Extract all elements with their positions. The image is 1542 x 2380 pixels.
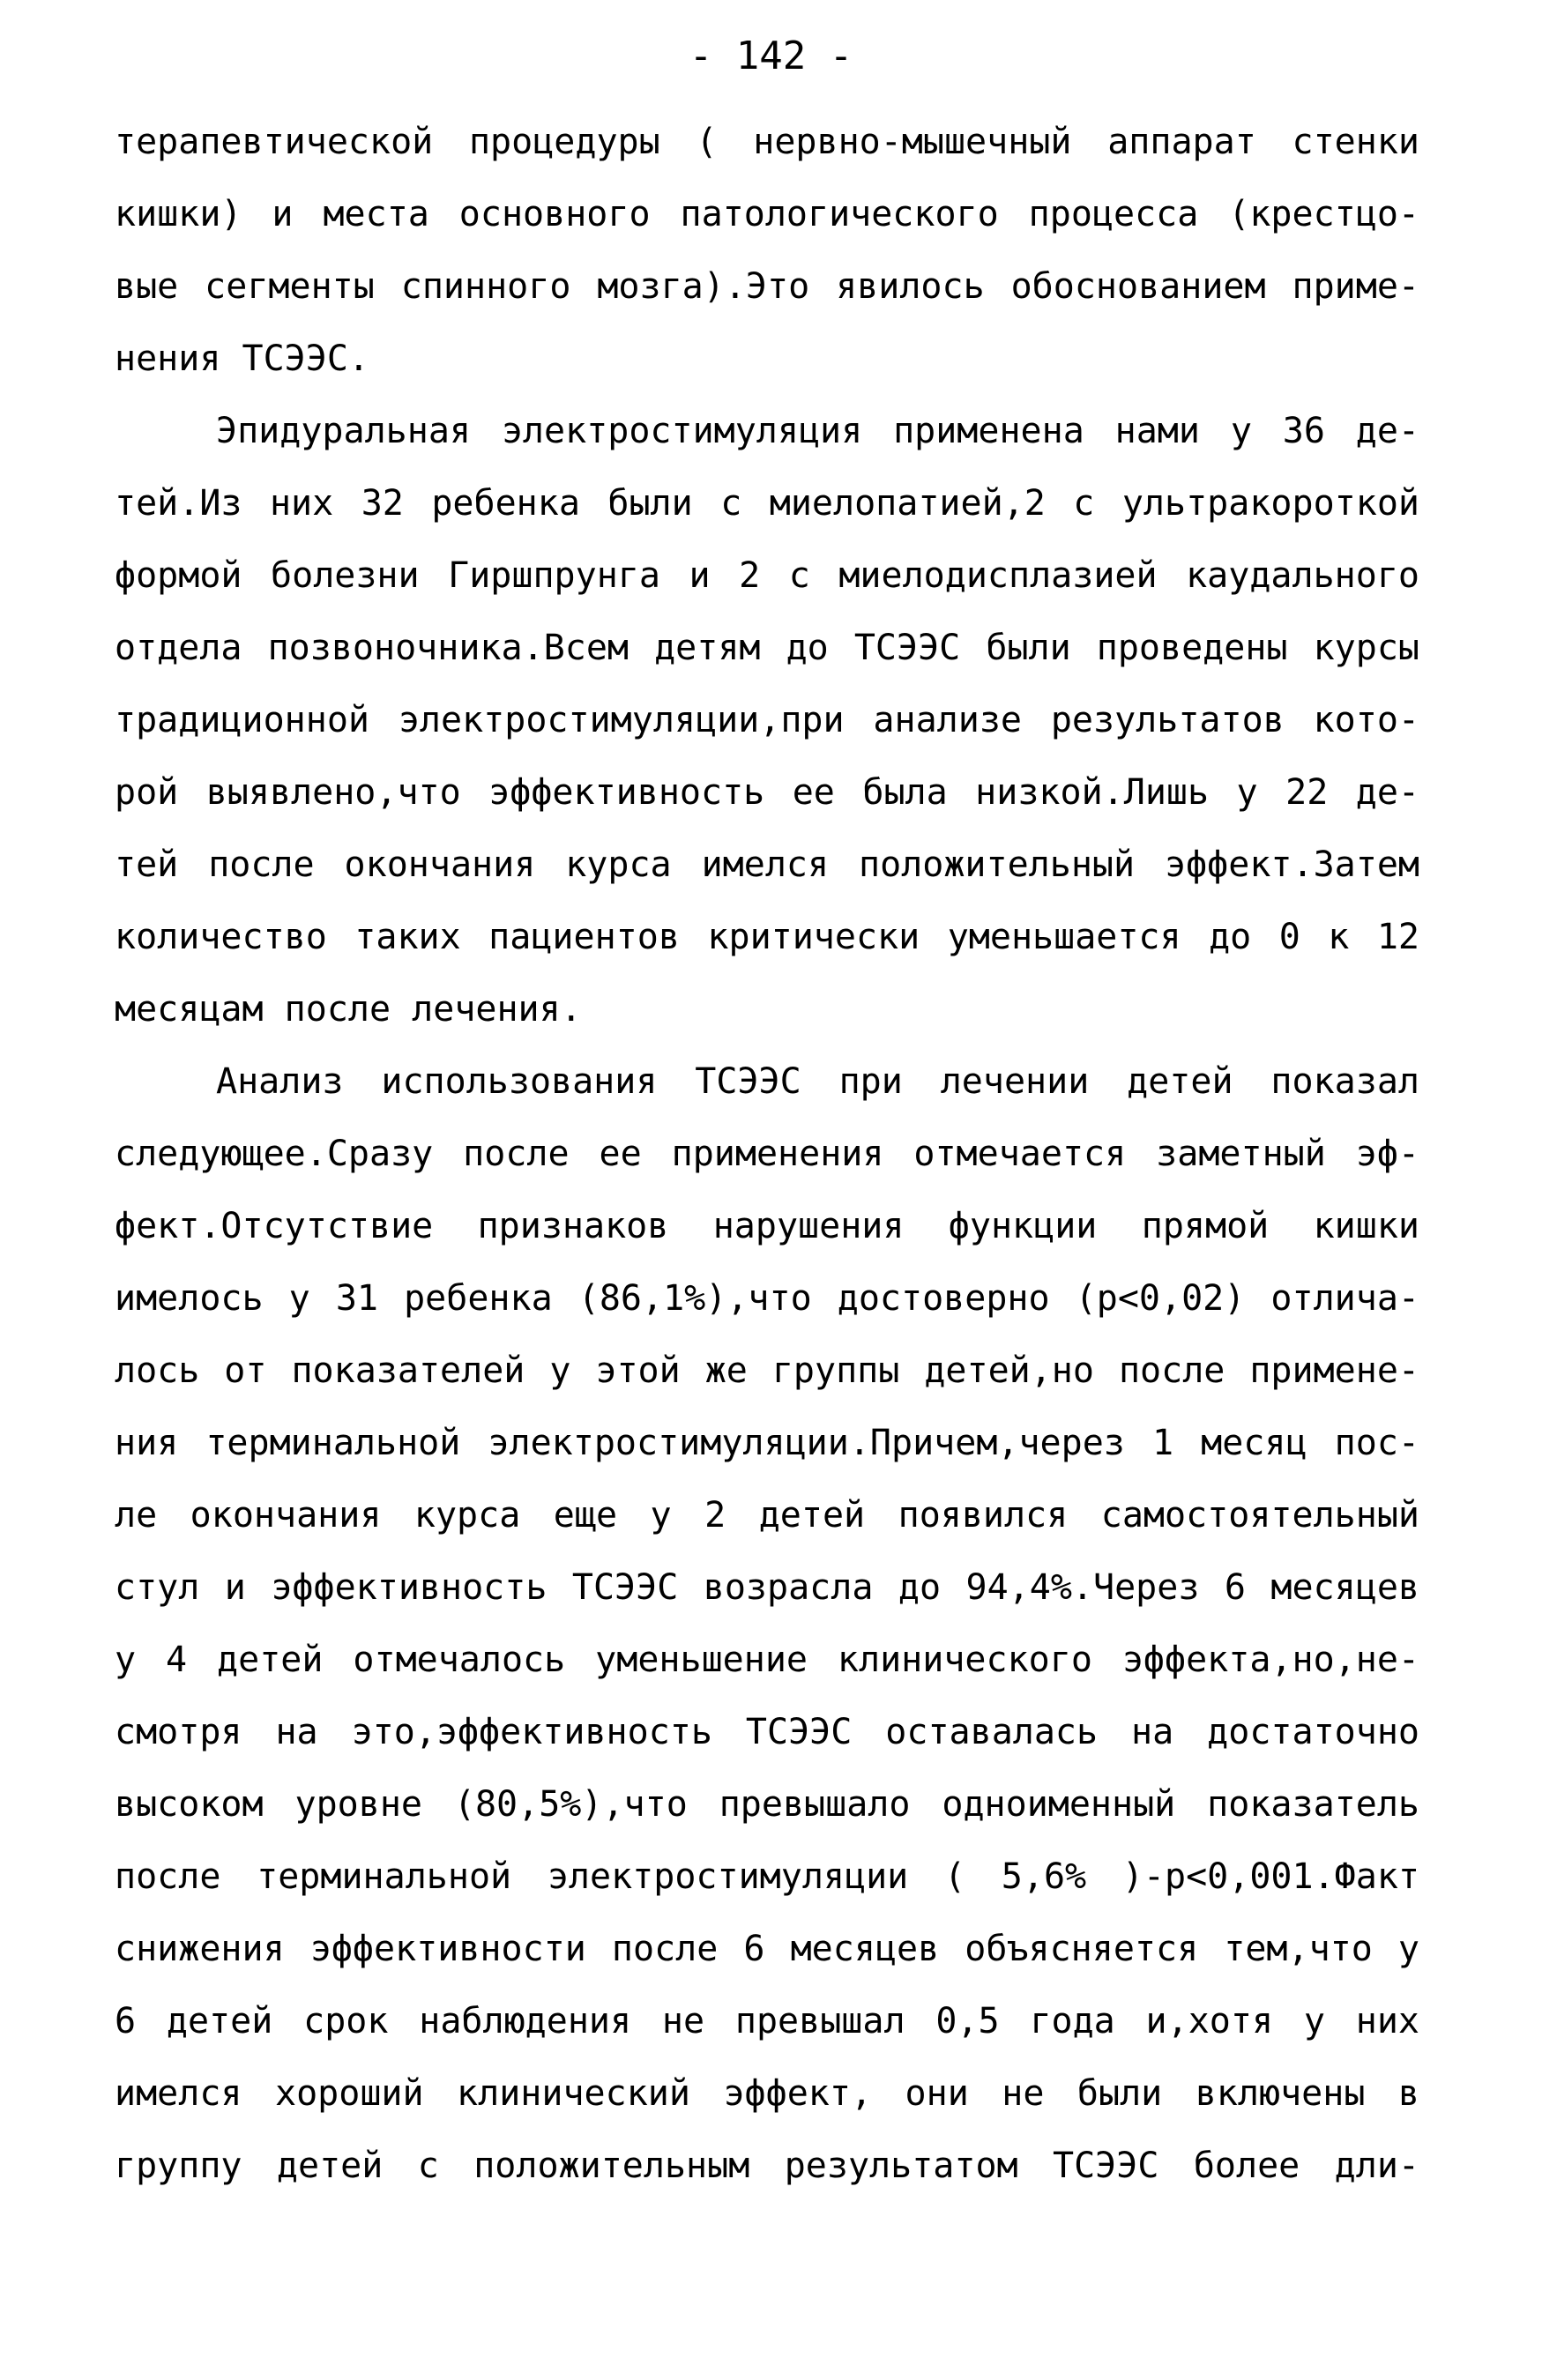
text-line: Анализ использования ТСЭЭС при лечении детей показал	[216, 1061, 1419, 1102]
text-line: следующее.Сразу после ее применения отмечается заметный эф-	[115, 1134, 1419, 1174]
text-line: высоком уровне (80,5%),что превышало одноименный показатель	[115, 1784, 1419, 1825]
text-line: кишки) и места основного патологического процесса (крестцо-	[115, 194, 1419, 234]
text-line: лось от показателей у этой же группы детей,но после примене-	[115, 1350, 1419, 1391]
text-line: снижения эффективности после 6 месяцев объясняется тем,что у	[115, 1929, 1419, 1969]
text-line: отдела позвоночника.Всем детям до ТСЭЭС были проведены курсы	[115, 628, 1419, 668]
paragraph-3	[115, 1045, 1419, 2202]
text-line: имелся хороший клинический эффект, они не были включены в	[115, 2073, 1419, 2114]
text-line: рой выявлено,что эффективность ее была низкой.Лишь у 22 де-	[115, 772, 1419, 813]
text-line: терапевтической процедуры ( нервно-мышечный аппарат стенки	[115, 122, 1419, 162]
text-line: у 4 детей отмечалось уменьшение клинического эффекта,но,не-	[115, 1640, 1419, 1680]
text-line: группу детей с положительным результатом ТСЭЭС более дли-	[115, 2146, 1419, 2186]
text-line: тей.Из них 32 ребенка были с миелопатией,2 с ультракороткой	[115, 483, 1419, 524]
text-line: количество таких пациентов критически уменьшается до 0 к 12	[115, 917, 1419, 957]
text-line: формой болезни Гиршпрунга и 2 с миелодисплазией каудального	[115, 555, 1419, 596]
paragraph-1	[115, 106, 1419, 395]
paragraph-2	[115, 395, 1419, 1045]
text-line: имелось у 31 ребенка (86,1%),что достоверно (p<0,02) отлича-	[115, 1278, 1419, 1319]
text-line: фект.Отсутствие признаков нарушения функции прямой кишки	[115, 1206, 1419, 1246]
text-line: традиционной электростимуляции,при анализе результатов кото-	[115, 700, 1419, 740]
text-line: нения ТСЭЭС.	[115, 338, 369, 379]
text-line: стул и эффективность ТСЭЭС возрасла до 94,4%.Через 6 месяцев	[115, 1567, 1419, 1608]
page-number: - 142 -	[689, 33, 853, 78]
text-line: ния терминальной электростимуляции.Причем,через 1 месяц пос-	[115, 1423, 1419, 1463]
body-text	[115, 106, 1419, 2202]
text-line: 6 детей срок наблюдения не превышал 0,5 года и,хотя у них	[115, 2001, 1419, 2042]
text-line: Эпидуральная электростимуляция применена нами у 36 де-	[216, 411, 1419, 451]
text-line: ле окончания курса еще у 2 детей появился самостоятельный	[115, 1495, 1419, 1536]
text-line: месяцам после лечения.	[115, 989, 582, 1030]
text-line: вые сегменты спинного мозга).Это явилось обоснованием приме-	[115, 266, 1419, 307]
text-line: тей после окончания курса имелся положительный эффект.Затем	[115, 844, 1419, 885]
text-line: после терминальной электростимуляции ( 5,6% )-p<0,001.Факт	[115, 1856, 1419, 1897]
text-line: смотря на это,эффективность ТСЭЭС оставалась на достаточно	[115, 1712, 1419, 1752]
